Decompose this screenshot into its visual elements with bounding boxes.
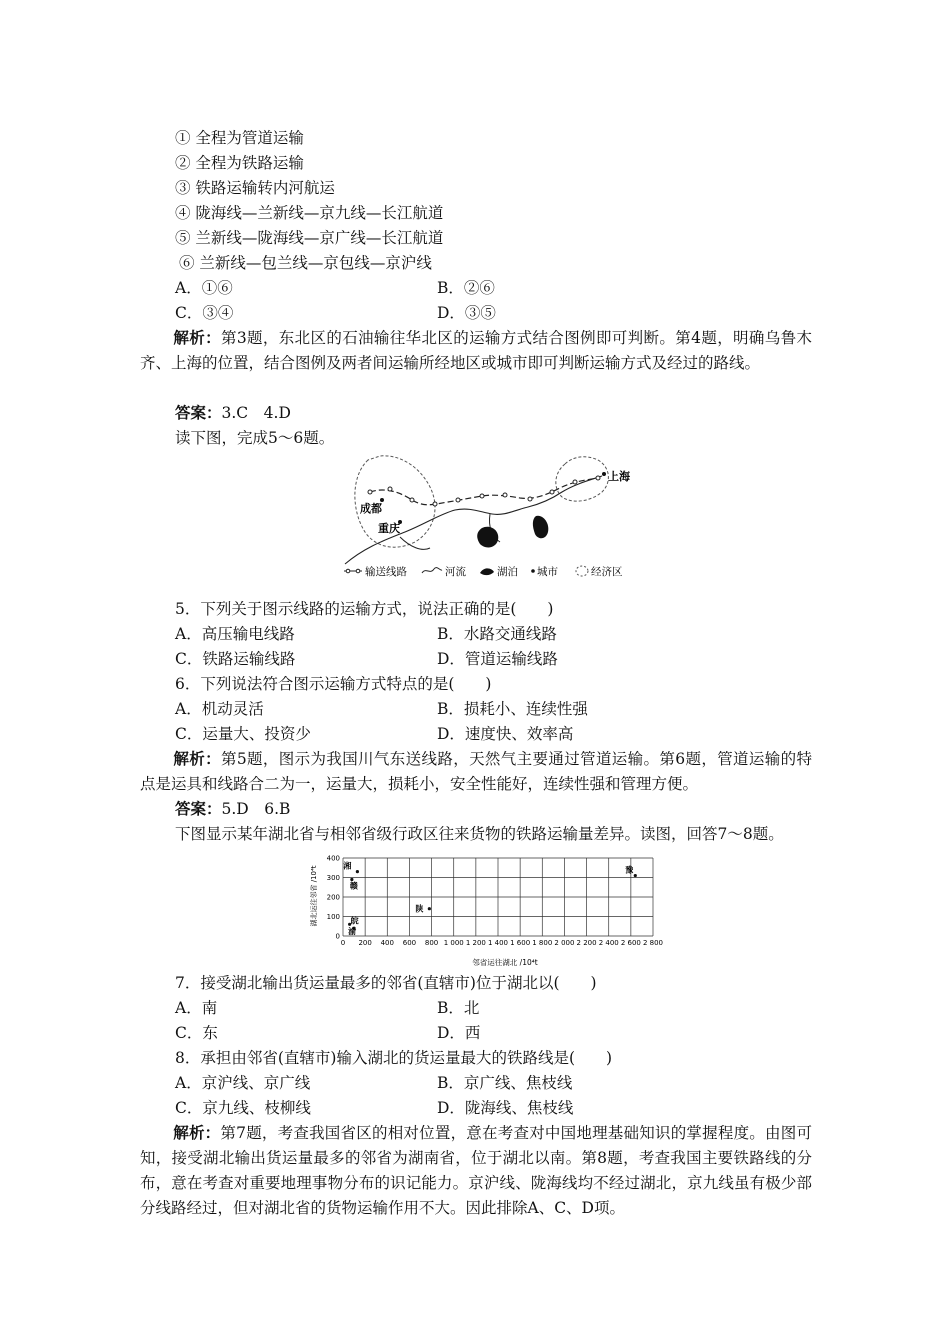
legend-economic-zone: 经济区 — [591, 566, 623, 578]
x-tick-label: 1 600 — [510, 939, 531, 947]
point-label: 豫 — [625, 865, 634, 875]
q6-option-a: A．机动灵活 — [175, 700, 264, 718]
map-legend — [344, 565, 623, 578]
q7-option-d: D．西 — [437, 1024, 481, 1042]
y-tick-label: 0 — [335, 932, 340, 941]
river-yangtze — [345, 476, 602, 564]
q7-option-a: A．南 — [175, 999, 218, 1017]
q4-option-b: B．②⑥ — [437, 279, 495, 297]
pipeline-map — [340, 452, 640, 584]
q5-option-b: B．水路交通线路 — [437, 625, 557, 643]
river-branch — [400, 537, 430, 549]
point-label: 湘 — [343, 861, 352, 871]
scatter-point — [634, 874, 637, 877]
chart-xlabel: 邻省运往湖北 /10⁴t — [472, 958, 538, 967]
q4-item-3: ③ 铁路运输转内河航运 — [175, 179, 335, 197]
q8-option-a: A．京沪线、京广线 — [175, 1074, 311, 1092]
x-tick-label: 2 200 — [576, 939, 597, 947]
y-tick-label: 400 — [326, 854, 340, 863]
x-tick-label: 600 — [402, 939, 417, 947]
x-tick-label: 400 — [380, 939, 394, 947]
economic-zone-east — [556, 457, 609, 501]
q8-stem: 8．承担由邻省(直辖市)输入湖北的货运量最大的铁路线是( ) — [175, 1049, 613, 1067]
q5-option-c: C．铁路运输线路 — [175, 650, 296, 668]
point-label: 陕 — [415, 904, 424, 914]
x-tick-label: 2 000 — [554, 939, 575, 947]
legend-city: 城市 — [537, 566, 558, 578]
q7-stem: 7．接受湖北输出货运量最多的邻省(直辖市)位于湖北以( ) — [175, 974, 597, 992]
q4-item-4: ④ 陇海线—兰新线—京九线—长江航道 — [175, 204, 444, 222]
q5-option-d: D．管道运输线路 — [437, 650, 558, 668]
q4-option-c: C．③④ — [175, 304, 234, 322]
lake-dongting — [477, 527, 498, 548]
city-label-shanghai: 上海 — [608, 470, 630, 483]
x-tick-label: 0 — [340, 939, 346, 947]
q8-option-b: B．京广线、焦枝线 — [437, 1074, 573, 1092]
q7-option-c: C．东 — [175, 1024, 218, 1042]
x-tick-label: 200 — [358, 939, 372, 947]
x-tick-label: 2 400 — [598, 939, 619, 947]
q6-option-d: D．速度快、效率高 — [437, 725, 574, 743]
q6-option-c: C．运量大、投资少 — [175, 725, 311, 743]
legend-river: 河流 — [445, 566, 466, 578]
chart-ylabel: 湖北运往邻省 /10⁴t — [310, 865, 318, 927]
intro-5-6: 读下图，完成5～6题。 — [175, 429, 335, 447]
point-label: 皖 — [350, 916, 359, 926]
q6-option-b: B．损耗小、连续性强 — [437, 700, 588, 718]
freight-scatter-chart — [305, 850, 675, 968]
lake-poyang — [533, 516, 548, 539]
y-tick-label: 200 — [326, 893, 340, 902]
y-tick-label: 100 — [326, 913, 340, 921]
legend-pipeline: 输送线路 — [365, 566, 407, 578]
city-label-chengdu: 成都 — [360, 502, 382, 515]
x-tick-label: 1 000 — [443, 939, 464, 947]
q8-option-c: C．京九线、枝柳线 — [175, 1099, 311, 1117]
scatter-point — [356, 870, 359, 873]
y-tick-label: 300 — [326, 874, 340, 882]
scatter-point — [428, 907, 431, 910]
point-label: 赣 — [349, 881, 358, 891]
analysis-7-8: 解析：第7题，考查我国省区的相对位置，意在考查对中国地理基础知识的掌握程度。由图可知，接受湖北输出货运量最多的邻省为湖南省，位于湖北以南。第8题，考查我国主要铁路线的分布，意在考查对重要地理事物分布的识记能力。京沪线、陇海线均不经过湖北，京九线虽有极少部分线路经过，但对湖北省的货物运输作用不大。因此排除A、C、D项。 — [140, 1123, 812, 1217]
q4-option-a: A．①⑥ — [175, 279, 233, 297]
x-tick-label: 800 — [424, 939, 439, 947]
q4-option-d: D．③⑤ — [437, 304, 496, 322]
q4-item-5: ⑤ 兰新线—陇海线—京广线—长江航道 — [175, 229, 444, 247]
q8-option-d: D．陇海线、焦枝线 — [437, 1099, 574, 1117]
x-tick-label: 2 800 — [642, 939, 664, 947]
q7-option-b: B．北 — [437, 999, 480, 1017]
city-shanghai-dot — [602, 472, 606, 476]
legend-lake: 湖泊 — [497, 566, 518, 578]
answer-3-4: 答案：3.C 4.D — [175, 403, 291, 422]
answer-5-6: 答案：5.D 6.B — [175, 799, 291, 818]
analysis-3-4: 解析：第3题，东北区的石油输往华北区的运输方式结合图例即可判断。第4题，明确乌鲁木齐、上海的位置，结合图例及两者间运输所经地区或城市即可判断运输方式及经过的路线。 — [140, 328, 812, 372]
city-label-chongqing: 重庆 — [378, 522, 400, 535]
analysis-5-6: 解析：第5题，图示为我国川气东送线路，天然气主要通过管道运输。第6题，管道运输的特点是运具和线路合二为一，运量大，损耗小，安全性能好，连续性强和管理方便。 — [140, 749, 812, 793]
q4-item-6: ⑥ 兰新线—包兰线—京包线—京沪线 — [179, 254, 432, 272]
intro-7-8: 下图显示某年湖北省与相邻省级行政区往来货物的铁路运输量差异。读图，回答7～8题。 — [175, 825, 784, 843]
q4-item-2: ② 全程为铁路运输 — [175, 154, 304, 172]
q5-stem: 5．下列关于图示线路的运输方式，说法正确的是( ) — [175, 600, 554, 618]
x-tick-label: 1 400 — [487, 939, 509, 947]
q4-item-1: ① 全程为管道运输 — [175, 129, 304, 147]
q6-stem: 6．下列说法符合图示运输方式特点的是( ) — [175, 675, 492, 693]
x-tick-label: 2 600 — [620, 939, 641, 947]
point-label: 渝 — [348, 927, 357, 937]
x-tick-label: 1 200 — [465, 939, 486, 947]
x-tick-label: 1 800 — [532, 939, 553, 947]
q5-option-a: A．高压输电线路 — [175, 625, 295, 643]
